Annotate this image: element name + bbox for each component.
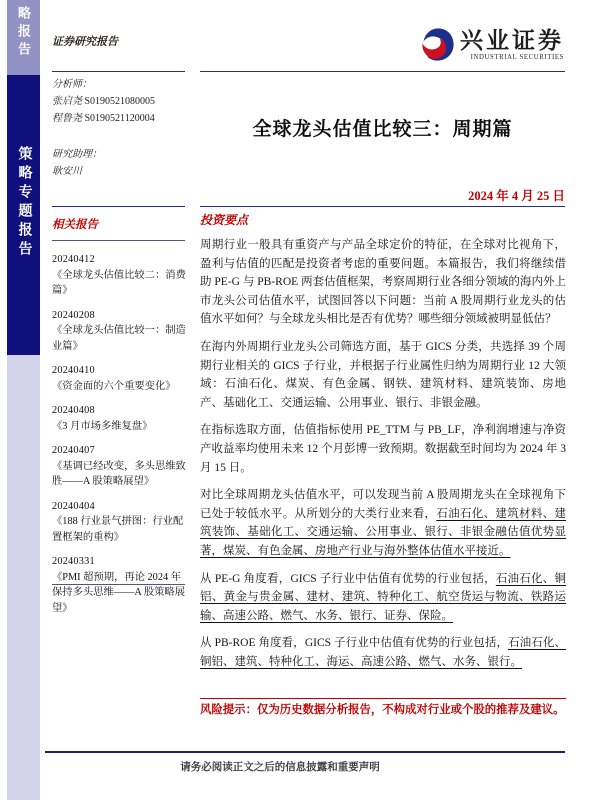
footer-disclaimer: 请务必阅读正文之后的信息披露和重要声明 [180,762,380,773]
company-logo [420,27,564,62]
plain-text: 在海内外周期行业龙头公司筛选方面，基于 GICS 分类，共选择 39 个周期行业相关的 GICS 子行业，并根据子行业属性归纳为周期行业 12 大领域：石油石化、煤炭、有色金属、钢铁、建筑材料、建筑装饰、房地产、基础化工、交通运输、公用事业、银行、非银金融。 [200,340,566,409]
related-report-date: 20240407 [52,445,95,456]
report-date: 2024 年 4 月 25 日 [468,189,565,203]
key-points-heading: 投资要点 [200,213,249,227]
sidebar-bottom-band [7,355,40,800]
underlined-text: 石油石化、铜铝、黄金与贵金属、建材、建筑、特种化工、航空货运与物流、铁路运输、高速公路、燃气、水务、银行、证券、保险。 [200,572,566,622]
page-title: 全球龙头估值比较三：周期篇 [252,119,513,140]
sidebar-category-label: 策略专题报告 [16,146,32,260]
related-report-date: 20240208 [52,309,95,321]
body-paragraph [200,486,566,560]
rule-under-related-list [52,584,185,585]
related-report-item [52,403,186,434]
body-paragraph [200,236,566,329]
related-report-item [52,554,186,616]
plain-text: 在指标选取方面，估值指标使用 PE_TTM 与 PB_LF，净利润增速与净资产收益率均使用未来 12 个月彭博一致预期。数据截至时间均为 2024 年 3 月 15 日。 [200,424,566,474]
related-report-date: 20240412 [52,254,95,265]
logo-name-en: INDUSTRIAL SECURITIES [470,53,564,61]
plain-text: 从 PB-ROE 角度看，GICS 子行业中估值有优势的行业包括， [200,637,509,650]
logo-text [460,29,564,61]
rule-under-related-heading [52,240,185,241]
analyst-line-2 [52,110,155,127]
body-paragraph [200,634,566,671]
analyst-id: S0190521120004 [84,113,155,124]
related-report-title: 《全球龙头估值比较二：消费篇》 [52,269,186,296]
sidebar-category-label-wrap [7,146,40,260]
underlined-text: 石油石化、铜铝、建筑、特种化工、海运、高速公路、燃气、水务、银行。 [200,637,566,668]
body-paragraphs [200,236,566,671]
risk-warning: 风险提示：仅为历史数据分析报告，不构成对行业或个股的推荐及建议。 [200,698,566,718]
related-report-date: 20240410 [52,365,95,376]
related-report-item [52,363,186,394]
sidebar-top-band [7,0,40,75]
analyst-id: S0190521080005 [84,96,156,107]
rule-under-date [200,206,565,207]
related-reports-heading: 相关报告 [52,219,98,231]
analyst-name: 程鲁尧 [52,113,82,124]
analyst-label: 分析师： [52,79,92,90]
body-paragraph [200,421,566,477]
analyst-name: 张启尧 [52,96,82,107]
assistant-block [52,146,102,180]
related-report-date: 20240331 [52,556,95,567]
body-paragraph [200,338,566,412]
assistant-label: 研究助理： [52,149,102,160]
plain-text: 从 PE-G 角度看，GICS 子行业中估值有优势的行业包括， [200,572,496,585]
plain-text: 周期行业一般具有重资产与产品全球定价的特征，在全球对比视角下，盈利与估值的匹配是投资者考虑的重要问题。本篇报告，我们将继续借助 PE-G 与 PB-ROE 两套估值框架，考察周期行业各细分领域的海内外上市龙头公司估值水平，试图回答以下问题：当前 A 股周期行业龙头的估值水平如何？与全球龙头相比是否有优势？哪些细分领域被明显低估？ [200,239,566,326]
related-report-item [52,443,186,490]
assistant-name: 耿安川 [52,166,82,177]
related-reports-list [52,252,186,625]
analyst-block [52,76,155,127]
body-paragraph [200,570,566,626]
industrial-securities-logo-icon [420,27,455,62]
underlined-text: 石油石化、建筑材料、建筑装饰、基础化工、交通运输、公用事业、银行、非银金融估值优势显著，煤炭、有色金属、房地产行业与海外整体估值水平接近。 [200,507,567,557]
related-report-title: 《基调已经改变，多头思维致胜——A 股策略展望》 [52,460,186,487]
related-report-item [52,252,186,299]
rule-under-logo [200,71,565,72]
related-report-item [52,308,186,355]
related-report-title: 《PMI 超预期，再论 2024 年保持多头思维——A 股策略展望》 [52,571,186,614]
footer-rule [45,751,565,753]
related-report-title: 《3 月市场多维复盘》 [52,420,153,432]
sidebar-top-label: 略报告 [16,6,31,60]
plain-text: 对比全球周期龙头估值水平，可以发现当前 A 股周期龙头在全球视角下已处于较低水平。从所划分的大类行业来看， [200,489,566,520]
rule-under-report-type [52,71,185,72]
related-report-title: 《全球龙头估值比较一：制造业篇》 [52,325,186,352]
rule-left-column-top [52,206,185,207]
related-report-title: 《资金面的六个重要变化》 [52,380,176,392]
report-type-label: 证券研究报告 [52,36,118,48]
related-report-date: 20240404 [52,500,95,512]
related-report-item [52,499,186,546]
main-column [200,211,566,680]
logo-name-cn: 兴业证券 [460,27,564,53]
related-report-date: 20240408 [52,405,95,416]
analyst-line-1 [52,93,155,110]
related-report-title: 《188 行业景气拼图：行业配置框架的重构》 [52,516,184,543]
